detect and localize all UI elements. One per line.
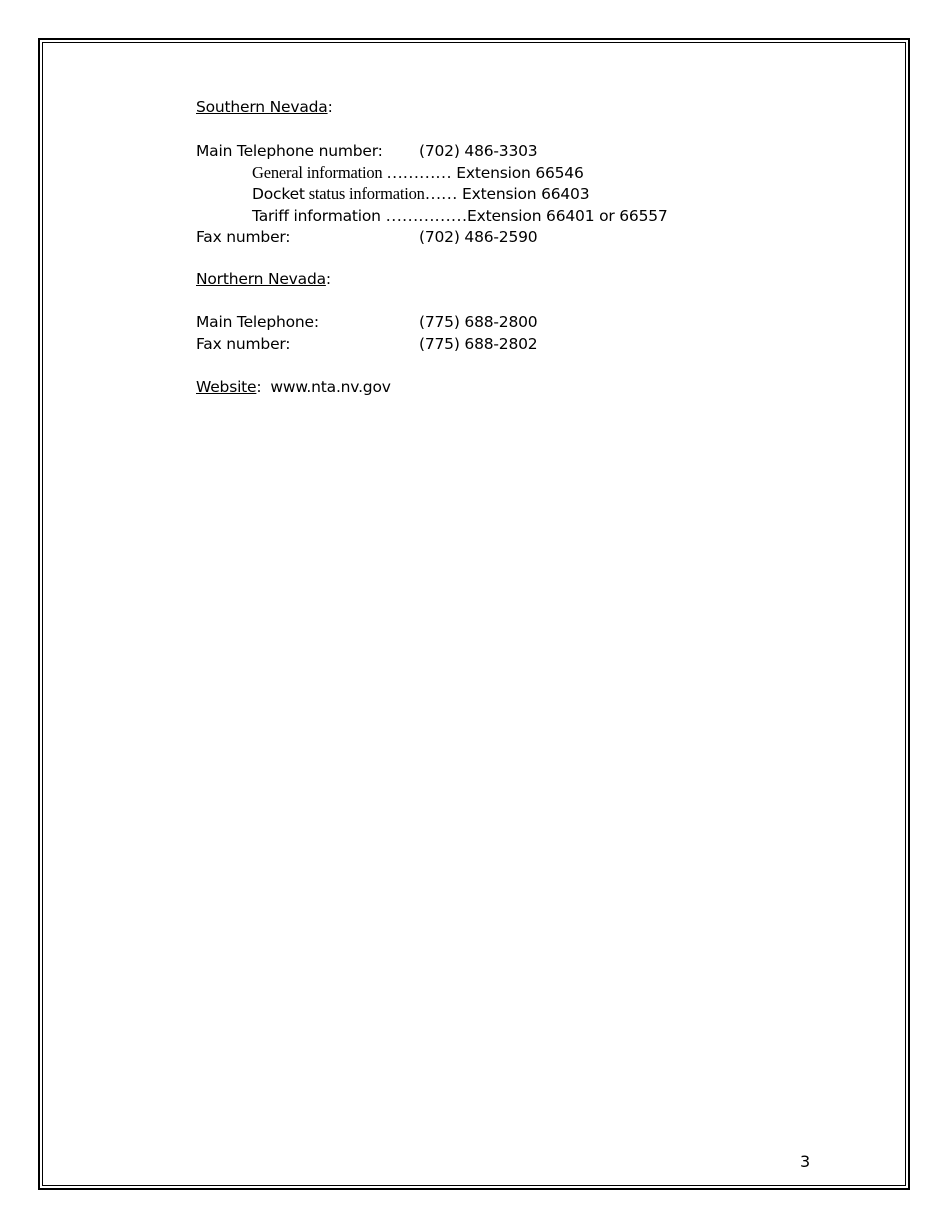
tariff-info-leader: …………… <box>385 206 468 225</box>
southern-main-phone-value: (702) 486-3303 <box>419 142 538 160</box>
northern-nevada-heading <box>196 270 331 289</box>
tariff-info-extension: Extension 66401 or 66557 <box>467 207 668 225</box>
southern-fax-label: Fax number: <box>196 228 291 246</box>
southern-fax-value: (702) 486-2590 <box>419 228 538 246</box>
docket-info-leader: …… <box>424 184 458 203</box>
southern-docket-info-row <box>252 184 589 204</box>
docket-info-label-a: Docket <box>252 185 305 203</box>
northern-fax-label: Fax number: <box>196 335 291 353</box>
northern-nevada-heading-text: Northern Nevada <box>196 270 326 288</box>
northern-main-phone-value: (775) 688-2800 <box>419 313 538 331</box>
general-info-extension: Extension 66546 <box>451 164 584 182</box>
website-label: Website <box>196 378 257 396</box>
general-info-leader: ………… <box>386 163 452 182</box>
northern-nevada-heading-colon: : <box>325 270 331 288</box>
northern-main-phone-label: Main Telephone: <box>196 313 319 331</box>
general-info-label: General information <box>252 163 387 182</box>
southern-nevada-heading-text: Southern Nevada <box>196 98 328 116</box>
southern-general-info-row <box>252 163 584 183</box>
website-colon: : <box>256 378 262 396</box>
page-number: 3 <box>800 1152 811 1171</box>
docket-info-label-b: status information <box>304 184 425 203</box>
southern-main-phone-label: Main Telephone number: <box>196 142 383 160</box>
southern-nevada-heading <box>196 98 333 117</box>
docket-info-extension: Extension 66403 <box>457 185 590 203</box>
tariff-info-label: Tariff information <box>252 207 386 225</box>
website-url[interactable]: www.nta.nv.gov <box>270 378 391 396</box>
southern-nevada-heading-colon: : <box>327 98 333 116</box>
southern-tariff-info-row <box>252 206 668 226</box>
website-row <box>196 378 391 397</box>
northern-fax-value: (775) 688-2802 <box>419 335 538 353</box>
